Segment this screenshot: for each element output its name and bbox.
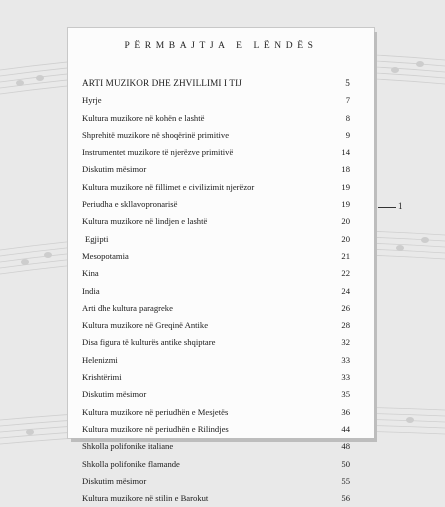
toc-entry [82, 196, 350, 213]
toc-entry-page: 24 [341, 285, 350, 296]
toc-entry-title: Mesopotamia [82, 250, 129, 261]
toc-entry [82, 248, 350, 265]
toc-entry-title: Kultura muzikore në periudhën e Rilindjes [82, 423, 229, 434]
toc-entry-page: 56 [341, 493, 350, 504]
toc-entry-title: Instrumentet muzikore të njerëzve primitivë [82, 147, 234, 158]
toc-entry [82, 283, 350, 300]
toc-entry [82, 352, 350, 369]
toc-entry-page: 18 [341, 164, 350, 175]
toc-entry-page: 21 [341, 250, 350, 261]
toc-entry [82, 386, 350, 403]
toc-entry-page: 19 [341, 181, 350, 192]
toc-entry-page: 33 [341, 372, 350, 383]
toc-entry [82, 213, 350, 230]
marker-label: 1 [398, 201, 403, 211]
toc-entry-title: India [82, 285, 100, 296]
toc-entry-title: Periudha e skllavopronarisë [82, 199, 178, 210]
margin-marker [378, 203, 404, 212]
toc-entry [82, 144, 350, 161]
toc-entry [82, 473, 350, 490]
toc-entry [82, 421, 350, 438]
toc-entry-page: 32 [341, 337, 350, 348]
toc-entry-title: Shkolla polifonike flamande [82, 458, 180, 469]
toc-entry-page: 8 [345, 112, 350, 123]
toc-entry-page: 55 [341, 475, 350, 486]
toc-entry-page: 44 [341, 423, 350, 434]
toc-entry-title: Diskutim mësimor [82, 475, 147, 486]
toc-entry-page: 48 [341, 441, 350, 452]
toc-entry-page: 19 [341, 199, 350, 210]
toc-entry-title: Diskutim mësimor [82, 164, 147, 175]
toc-entry-page: 35 [341, 389, 350, 400]
toc-entry-title: Egjipti [85, 233, 109, 244]
toc-entry-title: Shkolla polifonike italiane [82, 441, 174, 452]
toc-entry [82, 92, 350, 109]
toc-entry-title: Kultura muzikore në periudhën e Mesjetës [82, 406, 229, 417]
toc-entry [82, 438, 350, 455]
toc-entry [82, 404, 350, 421]
toc-entry [82, 179, 350, 196]
toc-entry-page: 26 [341, 302, 350, 313]
toc-entry-page: 7 [345, 95, 350, 106]
toc-entry-title: Diskutim mësimor [82, 389, 147, 400]
toc-entry-page: 14 [341, 147, 350, 158]
toc-entry-title: Krishtërimi [82, 372, 122, 383]
toc-entry-page: 5 [345, 78, 350, 88]
toc-page [68, 28, 374, 504]
toc-entry [82, 265, 350, 282]
toc-entry [82, 110, 350, 127]
toc-entry-title: Disa figura të kulturës antike shqiptare [82, 337, 216, 348]
toc-entry [82, 75, 350, 92]
toc-entry [82, 161, 350, 178]
toc-entry [82, 490, 350, 507]
toc-entry-page: 50 [341, 458, 350, 469]
toc-entry-page: 20 [341, 233, 350, 244]
toc-entry-page: 9 [345, 129, 350, 140]
toc-entry [82, 127, 350, 144]
toc-entry-title: Shprehitë muzikore në shoqërinë primitive [82, 129, 230, 140]
toc-entry [82, 369, 350, 386]
toc-entry [82, 231, 350, 248]
toc-entry-title: Kina [82, 268, 99, 279]
toc-entry-title: ARTI MUZIKOR DHE ZHVILLIMI I TIJ [82, 78, 242, 88]
toc-entry [82, 317, 350, 334]
toc-list [82, 75, 350, 507]
toc-entry-title: Hyrje [82, 95, 102, 106]
toc-entry-page: 20 [341, 216, 350, 227]
toc-title: PËRMBAJTJA E LËNDËS [124, 41, 318, 51]
toc-entry [82, 300, 350, 317]
toc-entry [82, 456, 350, 473]
toc-entry-page: 33 [341, 354, 350, 365]
toc-entry-title: Kultura muzikore në Greqinë Antike [82, 320, 209, 331]
toc-entry-title: Kultura muzikore në lindjen e lashtë [82, 216, 208, 227]
toc-entry-title: Kultura muzikore në stilin e Barokut [82, 493, 209, 504]
marker-line [378, 207, 396, 208]
toc-entry-title: Kultura muzikore në kohën e lashtë [82, 112, 205, 123]
toc-entry-page: 36 [341, 406, 350, 417]
toc-entry-title: Helenizmi [82, 354, 118, 365]
toc-entry-title: Arti dhe kultura paragreke [82, 302, 173, 313]
toc-entry-page: 28 [341, 320, 350, 331]
toc-entry-title: Kultura muzikore në fillimet e civilizimit njerëzor [82, 181, 255, 192]
toc-entry-page: 22 [341, 268, 350, 279]
toc-entry [82, 334, 350, 351]
